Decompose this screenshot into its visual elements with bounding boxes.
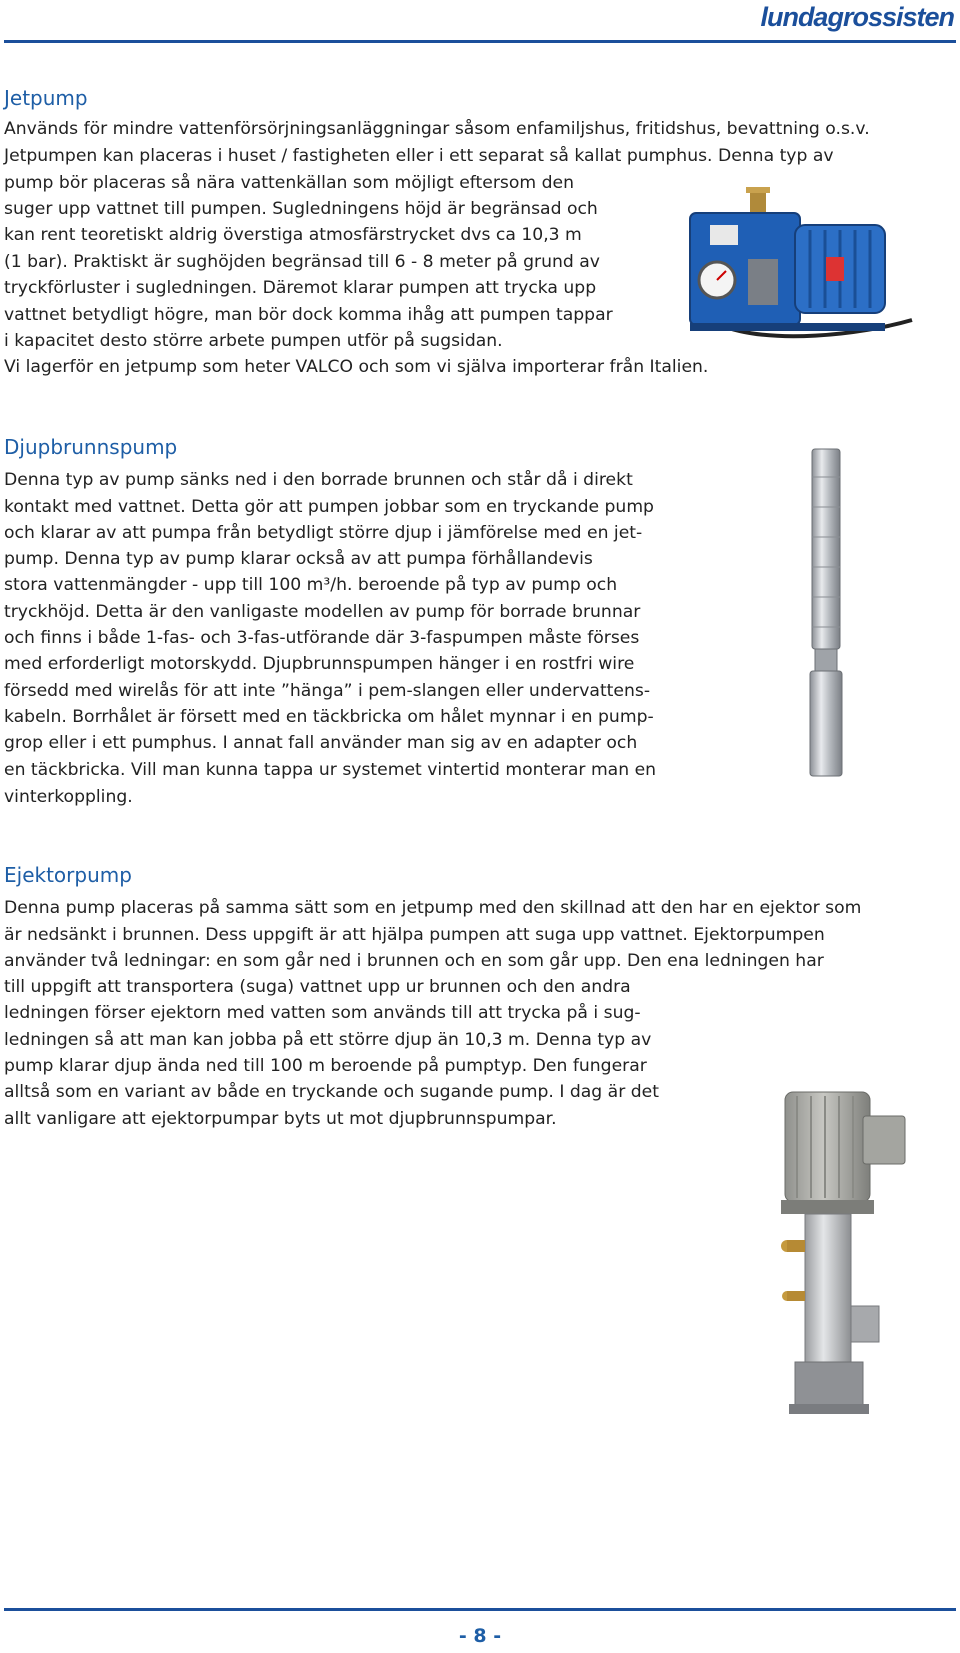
- page-number: - 8 -: [458, 1625, 502, 1647]
- paragraph-line: ledningen så att man kan jobba på ett större djup än 10,3 m. Denna typ av: [4, 1030, 652, 1050]
- paragraph-line: med erforderligt motorskydd. Djupbrunnspumpen hänger i en rostfri wire: [4, 654, 635, 674]
- footer-rule: [4, 1608, 956, 1611]
- paragraph-line: kan rent teoretiskt aldrig överstiga atmosfärstrycket dvs ca 10,3 m: [4, 225, 582, 245]
- paragraph-line: Vi lagerför en jetpump som heter VALCO och som vi själva importerar från Italien.: [4, 357, 709, 377]
- section-title-ejektorpump: Ejektorpump: [4, 863, 132, 887]
- paragraph-line: allt vanligare att ejektorpumpar byts ut mot djupbrunnspumpar.: [4, 1109, 557, 1129]
- paragraph-line: kabeln. Borrhålet är försett med en täckbricka om hålet mynnar i en pump-: [4, 707, 654, 727]
- paragraph-line: alltså som en variant av både en tryckande och sugande pump. I dag är det: [4, 1082, 659, 1102]
- paragraph-line: ledningen förser ejektorn med vatten som används till att trycka på i sug-: [4, 1003, 641, 1023]
- paragraph-line: och finns i både 1-fas- och 3-fas-utförande där 3-faspumpen måste förses: [4, 628, 640, 648]
- paragraph-line: tryckförluster i sugledningen. Däremot klarar pumpen att trycka upp: [4, 278, 597, 298]
- paragraph-line: i kapacitet desto större arbete pumpen utför på sugsidan.: [4, 331, 503, 351]
- paragraph-line: pump klarar djup ända ned till 100 m beroende på pumptyp. Den fungerar: [4, 1056, 647, 1076]
- company-logo: lundagrossisten: [760, 2, 954, 32]
- paragraph-line: är nedsänkt i brunnen. Dess uppgift är att hjälpa pumpen att suga upp vattnet. Ejektorpumpen: [4, 925, 825, 945]
- paragraph-line: tryckhöjd. Detta är den vanligaste modellen av pump för borrade brunnar: [4, 602, 641, 622]
- paragraph-line: Denna pump placeras på samma sätt som en jetpump med den skillnad att den har en ejektor som: [4, 898, 862, 918]
- paragraph-line: pump bör placeras så nära vattenkällan som möjligt eftersom den: [4, 173, 574, 193]
- paragraph-line: suger upp vattnet till pumpen. Sugledningens höjd är begränsad och: [4, 199, 598, 219]
- paragraph-line: använder två ledningar: en som går ned i brunnen och en som går upp. Den ena ledningen har: [4, 951, 824, 971]
- section-title-jetpump: Jetpump: [4, 86, 88, 110]
- ejector-pump-photo: [775, 1088, 925, 1418]
- jetpump-photo: [680, 185, 925, 345]
- paragraph-line: pump. Denna typ av pump klarar också av att pumpa förhållandevis: [4, 549, 593, 569]
- paragraph-line: vattnet betydligt högre, man bör dock komma ihåg att pumpen tappar: [4, 305, 613, 325]
- paragraph-line: till uppgift att transportera (suga) vattnet upp ur brunnen och den andra: [4, 977, 631, 997]
- paragraph-line: grop eller i ett pumphus. I annat fall använder man sig av en adapter och: [4, 733, 638, 753]
- paragraph-line: Jetpumpen kan placeras i huset / fastigheten eller i ett separat så kallat pumphus. Denna typ av: [4, 146, 834, 166]
- section-title-djupbrunnspump: Djupbrunnspump: [4, 435, 178, 459]
- paragraph-line: kontakt med vattnet. Detta gör att pumpen jobbar som en tryckande pump: [4, 497, 654, 517]
- paragraph-line: stora vattenmängder - upp till 100 m³/h. beroende på typ av pump och: [4, 575, 618, 595]
- paragraph-line: Används för mindre vattenförsörjningsanläggningar såsom enfamiljshus, fritidshus, bevattning o.s.v.: [4, 119, 870, 139]
- paragraph-line: och klarar av att pumpa från betydligt större djup i jämförelse med en jet-: [4, 523, 643, 543]
- header-rule: [4, 40, 956, 43]
- paragraph-line: en täckbricka. Vill man kunna tappa ur systemet vintertid monterar man en: [4, 760, 657, 780]
- paragraph-line: Denna typ av pump sänks ned i den borrade brunnen och står då i direkt: [4, 470, 633, 490]
- paragraph-line: vinterkoppling.: [4, 787, 133, 807]
- paragraph-line: (1 bar). Praktiskt är sughöjden begränsad till 6 - 8 meter på grund av: [4, 252, 600, 272]
- submersible-pump-photo: [806, 447, 846, 780]
- paragraph-line: försedd med wirelås för att inte ”hänga” i pem-slangen eller undervattens-: [4, 681, 651, 701]
